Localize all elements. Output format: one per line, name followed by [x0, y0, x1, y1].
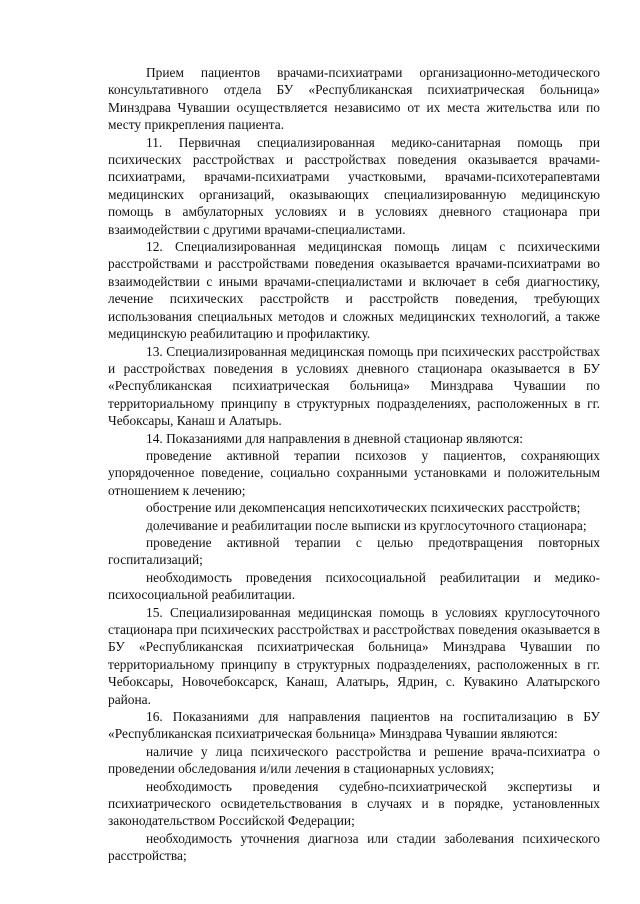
- paragraph-14: 14. Показаниями для направления в дневной стационар являются:: [146, 430, 523, 446]
- list-item-16-3: необходимость уточнения диагноза или стадии заболевания психического расстройства;: [108, 830, 600, 864]
- list-item-14-2: обострение или декомпенсация непсихотических психических расстройств;: [146, 500, 581, 516]
- paragraph-15: 15. Специализированная медицинская помощь в условиях круглосуточного стационара при психических расстройствах и расстройствах поведения оказывается в БУ «Республиканская психиатрическая больница» Минздрава Чувашии по территориальному принципу в структурных подразделениях, расположенных в гг. Чебоксары, Новочебоксарск, Канаш, Алатырь, Ядрин, с. Кувакино Алатырского района.: [108, 604, 600, 707]
- paragraph-intro: Прием пациентов врачами-психиатрами организационно-методического консультативного отдела БУ «Республиканская психиатрическая больница» Минздрава Чувашии осуществляется независимо от их места жительства или по месту прикрепления пациента.: [108, 65, 600, 133]
- list-item-16-1: наличие у лица психического расстройства и решение врача-психиатра о проведении обследования и/или лечения в стационарных условиях;: [108, 743, 600, 777]
- paragraph-12: 12. Специализированная медицинская помощь лицам с психическими расстройствами и расстройствами поведения оказывается врачами-психиатрами во взаимодействии с иными врачами-специалистами и включает в себя диагностику, лечение психических расстройств и расстройств поведения, требующих использования специальных методов и сложных медицинских технологий, а также медицинскую реабилитацию и профилактику.: [108, 239, 600, 342]
- paragraph-13: 13. Специализированная медицинская помощь при психических расстройствах и расстройствах поведения в условиях дневного стационара оказывается в БУ «Республиканская психиатрическая больница» Минздрава Чувашии по территориальному принципу в структурных подразделениях, расположенных в гг. Чебоксары, Канаш и Алатырь.: [108, 343, 600, 429]
- list-item-14-5: необходимость проведения психосоциальной реабилитации и медико-психосоциальной реабилитации.: [108, 569, 600, 603]
- list-item-14-3: долечивание и реабилитации после выписки из круглосуточного стационара;: [146, 517, 587, 533]
- list-item-16-2: необходимость проведения судебно-психиатрической экспертизы и психиатрического освидетельствования в случаях и в порядке, установленных законодательством Российской Федерации;: [108, 778, 600, 829]
- paragraph-16: 16. Показаниями для направления пациентов на госпитализацию в БУ «Республиканская психиатрическая больница» Минздрава Чувашии являются:: [108, 709, 600, 742]
- document-body: [108, 64, 600, 865]
- list-item-14-1: проведение активной терапии психозов у пациентов, сохраняющих упорядоченное поведение, социально сохранными установками и положительным отношением к лечению;: [108, 447, 600, 498]
- paragraph-11: 11. Первичная специализированная медико-санитарная помощь при психических расстройствах и расстройствах поведения оказывается врачами-психиатрами, врачами-психиатрами участковыми, врачами-психотерапевтами медицинских организаций, оказывающих специализированную медицинскую помощь в амбулаторных условиях и в условиях дневного стационара при взаимодействии с другими врачами-специалистами.: [108, 134, 600, 237]
- list-item-14-4: проведение активной терапии с целью предотвращения повторных госпитализаций;: [108, 534, 600, 568]
